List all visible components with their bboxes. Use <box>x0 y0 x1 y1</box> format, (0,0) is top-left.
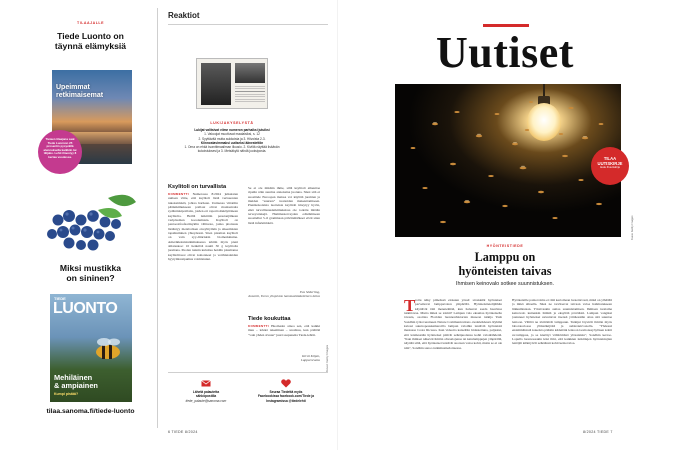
section-accent-bar <box>483 24 529 27</box>
article-signature: Eva Söderling, dosentti, Turun yliopiston hammaslääketieteen laitos <box>248 290 320 299</box>
article-heading: Ksylitoli on turvallista <box>168 184 227 190</box>
article-body-column-2: Hyönteisille painovoima ei riitä kertomaan luotettavasti, mikä on ylhäällä ja mikä alhaalla. Siksi ne tarvitsevat taivaan valoa hahmotukseen liikkumistaan. Yötaivaskin auttaa suunnistamisen. Ihmisen tuottama keinovalo kuitenkin hämää ja eksyttää pörrääsiä. Lampun vangiksi joutuneet hyönteiset uuvuttavat itsensä yrittäessään ottaa sitä suuntaa lentoon. Väliltä ne törmäävät lamppuun. Tutkijat löysivät ilmiön myös laboratoriossa ylläsnäkijöitä ja subkrokirvonolla. "Yhdessä ensimmäisistä kokeista päästin kädettäni lentoon isomonssyöyläsen kohti uv-lamppua, ja se kiertäyi välittömästi ylösalaisin", Sondhin kertoo. Lopulla luonnossakin käsi ilmi, että kaikkien tutkittujen hyönteislajien lentäjät kääntyivät selkäänsä kohti keinovaloa. <box>512 298 612 346</box>
photo-credit: Kuvat: Getty Images <box>325 344 329 372</box>
article-body: KOMMENTTI Numerossa 8/2024 julkaistun uutisen väite, että ksylitoli lisää verisuonten tukoksiriskiä, johtaa harhaan. Uutisessa viitattiin päätutkimukseen potilaat olivat monisairaita sydänriskipotilaita, joiden eri raporttoitukäyttäneen ksylitolia. Heillä tutkittiin paastonjälkeen veriplasman koostumusta. Ksylitoli on pentoosifosfaattisyklin välituote, jonka pitoisuus lisääntyy metabolisen oireyhtymän ja sikeemisten tapahtuminen yhteydessä. Siten plasman ksylitoli on vain syy-dänriskin biomerkkiaine. Amerikkalaistutkimuksessa tehtiin myös pieni altistuskoe: 10 henkilöä nautti 30 g ksylitolia juomana. Puolen tunnin kuluttua heidän plasmansa ksylitolitasot olivat kohonneet ja verihiutaleiden hyytymistaipumus voimistunut. <box>168 192 238 262</box>
lamp-insects-photo <box>395 84 621 237</box>
leaf-shape <box>108 195 136 206</box>
magazine-brand-logo: LUONTO <box>53 300 118 317</box>
social-contact: Seuraa Tiedettä myös Facebookissa facebook.com/Tiede ja Instagramissa @tiedelehti <box>251 390 321 403</box>
magazine-cover-image <box>50 294 132 402</box>
ad-column <box>38 14 143 424</box>
ad-title: Tiede Luonto on täynnä elämyksiä <box>54 31 127 51</box>
section-title: Uutiset <box>436 28 574 77</box>
ad-url[interactable]: tilaa.sanoma.fi/tiede-luonto <box>46 408 135 415</box>
column-divider <box>157 8 158 428</box>
drop-cap: T <box>404 296 416 315</box>
email-icon <box>201 380 211 387</box>
article-heading: Tiede koukuttaa <box>248 316 291 322</box>
offer-badge: Tieteen tilaajana saat Tiede Luonnon 25 prosentin pysyvällä alennuksella kaikkiin tai tilijako. Lehti ilmestyy 8 kertaa vuodessa. <box>38 130 82 174</box>
article-signature: Kirsti Kilpio, Lappeenranta <box>300 354 320 363</box>
quiz-label: LUKIJAKYSELYSTÄ <box>210 121 254 125</box>
article-body: KOMMENTTI Huomasin ainoa sen, että kaikki muu – lehdet tekeminen – unohtuu, kun päättää "vain yhden sivuan" juuri saapuneita Tiede-lehtiä. <box>248 324 320 337</box>
spread-photo <box>235 63 265 83</box>
page-footer-left: 6 TIEDE 8/2024 <box>168 430 198 434</box>
article-body-column-1: rottu näky pimeässä elokuun yössä: sivekkäät hyönteiset parveilevat lamppuvalon ympärillä. Hyönteistietelijäthän käyttävät tätä menetelmää, kun haluavat saada haavinsa tutkittavaa. Mutta miksi se toimii? Lampun valo eksuttaa hyönteiselle tavasta, osoittaa Floridan luonnonhistorian museon tutkija Yash Sondhin työtovereineen Nature Communications -tiedelehdessä. Ryhmä kuvasi suurnopeuskameroilla lampun valoihin lentäviä hyönteisiä mestassa Costa Ricassa. Kun videoita katseltiin hidastettuna, paljastui, että lentäessään hyönteiset pitävät selkäpuolensa kohti valonlähdettä. "Kun ihmiset näkevät ilmiön ohvaalojensa tai katulamppujen ympärillä, näyttää siltä, että hyönteiset lentävät suoraan valoa kohti, mutta se ei ole niin", Sondhin sanoo tutkimustiedotteessa. <box>404 298 502 350</box>
instagram-link[interactable]: Instagramissa @tiedelehti <box>266 398 306 403</box>
magazine-subheadline: Kumpi pistää? <box>54 392 79 396</box>
ad-question: Miksi mustikka on sininen? <box>59 263 122 283</box>
article-body: Se ei ole mikään ihme, sillä ksylitoli aiheuttaa ripulin näin suurina annoksina juotuna. Siksi sitä ei suosittele Euroopan maissa voi käyttää juomien ja muiden "suurten" tuotteiden makeuttamiseen. Pienikokoisista tuotteista ksylitoli imeytyy hyvin, eikä turvallisuustutkimuksissa ole todettu mitään terveysriskejä. Hammasterveyden edistämiseen suositellut 5–6 grammaan päivänmäökset eivät siten lisää infarktiriskiä. <box>248 186 320 225</box>
bee-illustration <box>88 336 128 366</box>
email-address[interactable]: tiede_palaute@sanoma.com <box>185 398 227 403</box>
lamp-wire <box>543 84 545 98</box>
article-dek: Ihmisen keinovalo sotkee suunnistuksen. <box>456 281 554 287</box>
magazine-headline: Mehiläinen & ampiainen <box>54 373 98 390</box>
reactions-section-title: Reaktiot <box>168 11 200 20</box>
quiz-results: Lukijat valitsivat viime numeron parhaiksi jutuiksi 1. Vakoojat muuttuvat maalaisiksi, s. 12 2. Syyttävää mutta aukkoista ja 3. Hiivoista 2-3. Kiinnostavimmaksi uutiseksi äänestettiin 1. Oma on ehkä kvanttimaailman illuusio. 2. Kiviltä näyttää lisäävän kukoistuksesi ja 3. Metsäkylä nähdä juoksiposta. <box>184 128 280 154</box>
leaf-shape <box>98 208 122 218</box>
spread-text-lines <box>235 86 265 104</box>
book-cover-title: Upeimmat retkimaisemat <box>56 84 104 99</box>
page-gutter <box>337 0 338 450</box>
ad-kicker: TILAAJALLE <box>77 21 104 25</box>
facebook-link[interactable]: Facebookissa facebook.com/Tiede ja <box>257 394 315 399</box>
hero-photo-credit: Kuva: Getty Images <box>630 215 634 240</box>
email-contact: Lähetä palautetta sähköpostilla tiede_palaute@sanoma.com <box>176 390 236 403</box>
contact-rule <box>168 372 328 373</box>
spread-photo <box>201 63 231 105</box>
article-headline: Lamppu on hyönteisten taivas <box>458 250 552 278</box>
reactions-top-rule <box>168 24 328 25</box>
magazine-spread-thumbnail <box>196 58 268 109</box>
newsletter-badge[interactable]: TILAA UUTISKIRJE tiede.fi/uutiskirje <box>591 147 629 185</box>
blueberries-image <box>38 190 143 262</box>
article-kicker: HYÖNTEISTIEDE <box>486 244 524 248</box>
page-footer-right: 8/2024 TIEDE 7 <box>583 430 613 434</box>
light-bulb <box>527 103 561 141</box>
heart-icon <box>281 379 291 388</box>
magazine-brand: TIEDE <box>54 296 66 301</box>
